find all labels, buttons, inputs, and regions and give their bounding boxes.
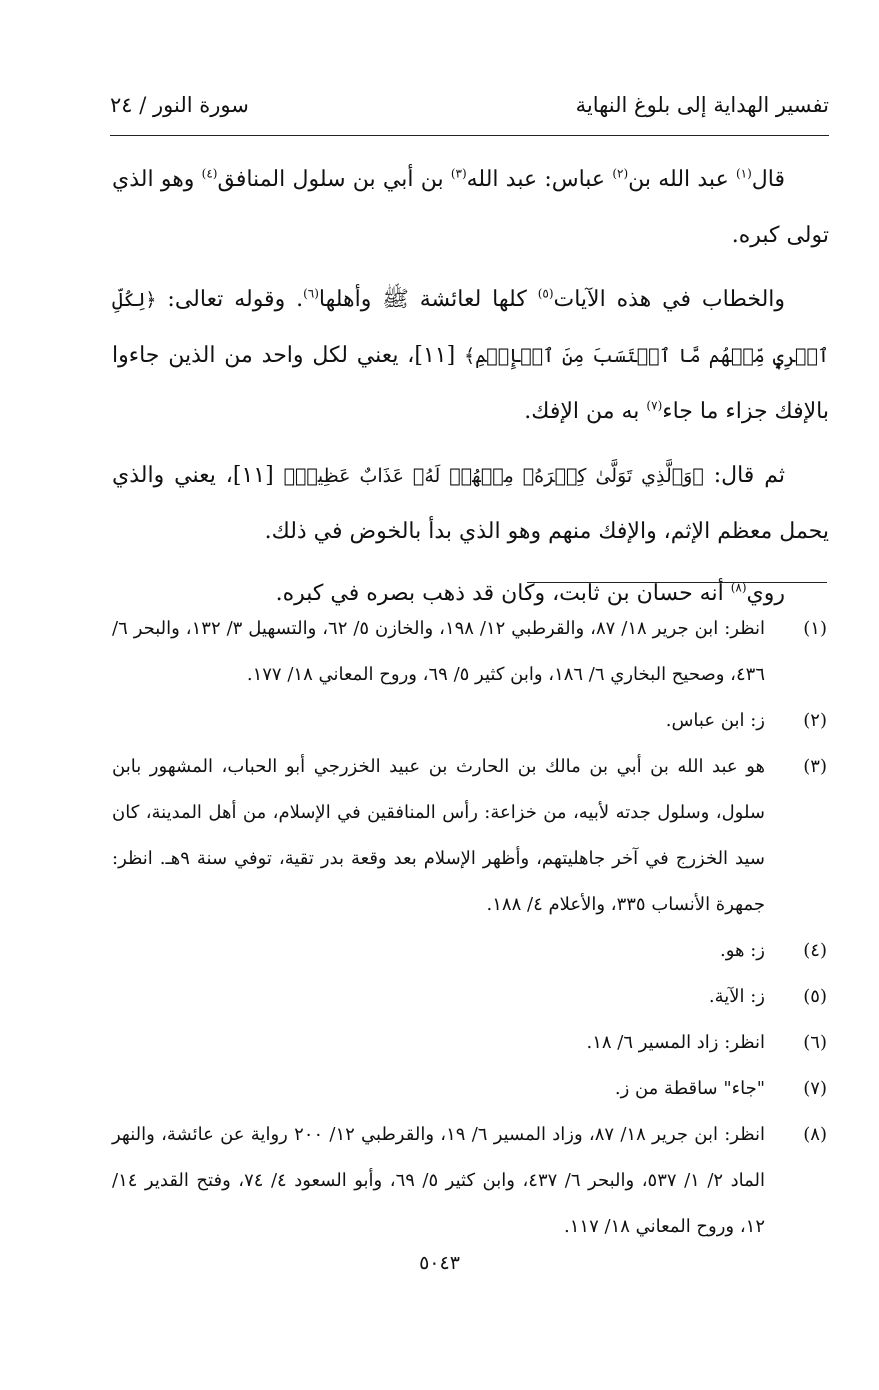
book-title: تفسير الهداية إلى بلوغ النهاية <box>575 93 829 117</box>
paragraph-2 <box>112 272 829 440</box>
footnote-number: (٢) <box>803 710 827 731</box>
footnote-text: هو عبد الله بن أبي بن مالك بن الحارث بن عبيد الخزرجي أبو الحباب، المشهور بابن سلول، وسلول جدته لأبيه، من خزاعة: رأس المنافقين في الإسلام، من أهل المدينة، كان سيد الخزرج في آخر جاهليتهم، وأظهر الإسلام بعد وقعة بدر تقية، توفي سنة ٩هـ. انظر: جمهرة الأنساب ٣٣٥، والأعلام ٤/ ١٨٨. <box>112 756 765 915</box>
footnote-marker[interactable]: (٥) <box>537 286 554 301</box>
footnote-number: (٤) <box>803 940 827 961</box>
footnote-number: (٣) <box>803 756 827 777</box>
footnote-number: (٥) <box>803 986 827 1007</box>
footnote <box>112 1066 827 1112</box>
footnote-marker[interactable]: (٢) <box>612 166 629 181</box>
header-divider <box>110 135 829 136</box>
footnote-marker[interactable]: (٧) <box>646 398 663 413</box>
footnote <box>112 744 827 928</box>
text-run: [١١]، يعني والذي يحمل معظم الإثم، والإفك منهم وهو الذي بدأ بالخوض في ذلك. <box>112 463 829 544</box>
text-run: والخطاب في هذه الآيات <box>553 287 786 312</box>
footnote-number: (٨) <box>803 1124 827 1145</box>
text-run: عبد الله بن <box>628 167 736 192</box>
footnote-text: ز: هو. <box>720 940 765 961</box>
paragraph-1 <box>112 152 829 264</box>
footnote-text: انظر: ابن جرير ١٨/ ٨٧، والقرطبي ١٢/ ١٩٨، والخازن ٥/ ٦٢، والتسهيل ٣/ ١٣٢، والبحر ٦/ ٤٣٦، وصحيح البخاري ٦/ ١٨٦، وابن كثير ٥/ ٦٩، وروح المعاني ١٨/ ١٧٧. <box>112 618 766 685</box>
text-run: روي <box>746 581 785 606</box>
footnote <box>112 606 827 698</box>
quran-verse: ﴿وَٱلَّذِي تَوَلَّىٰ كِبۡرَهُۥ مِنۡهُمۡ لَهُۥ عَذَابٌ عَظِيمٞ﴾ <box>283 465 704 487</box>
paragraph-3 <box>112 448 829 560</box>
footnotes-section <box>112 606 827 1250</box>
footnote-number: (٦) <box>803 1032 827 1053</box>
footnote <box>112 1020 827 1066</box>
text-run: . وقوله تعالى: <box>156 287 304 312</box>
text-run: [١١]، يعني لكل واحد من الذين جاءوا بالإفك جزاء ما جاء <box>112 343 829 424</box>
footnote-marker[interactable]: (٤) <box>201 166 218 181</box>
footnote <box>112 1112 827 1250</box>
footnote-number: (١) <box>803 618 827 639</box>
footnote-marker[interactable]: (٦) <box>303 286 319 301</box>
text-run: قال <box>751 167 785 192</box>
footnote-text: ز: الآية. <box>708 986 765 1007</box>
footnote-text: "جاء" ساقطة من ز. <box>614 1078 765 1099</box>
footnote-divider <box>527 582 827 583</box>
text-run: وهو الذي تولى كبره. <box>112 167 829 248</box>
main-text <box>112 152 829 628</box>
text-run: عباس: عبد الله <box>466 167 613 192</box>
running-header <box>110 88 829 122</box>
text-run: كلها لعائشة ﷺ وأهلها <box>318 287 538 312</box>
footnote-marker[interactable]: (٣) <box>450 166 467 181</box>
text-run: أنه حسان بن ثابت، وكان قد ذهب بصره في كبره. <box>275 581 731 606</box>
footnote-marker[interactable]: (٨) <box>730 580 747 595</box>
footnote-text: ز: ابن عباس. <box>665 710 765 731</box>
text-run: بن أبي بن سلول المنافق <box>217 167 451 192</box>
footnote <box>112 928 827 974</box>
text-run: به من الإفك. <box>524 399 647 424</box>
footnote-number: (٧) <box>803 1078 827 1099</box>
footnote <box>112 698 827 744</box>
footnote-text: انظر: ابن جرير ١٨/ ٨٧، وزاد المسير ٦/ ١٩، والقرطبي ١٢/ ٢٠٠ رواية عن عائشة، والنهر الماد ٢/ ١/ ٥٣٧، والبحر ٦/ ٤٣٧، وابن كثير ٥/ ٦٩، وأبو السعود ٤/ ٧٤، وفتح القدير ١٤/ ١٢، وروح المعاني ١٨/ ١١٧. <box>112 1124 765 1237</box>
footnote-text: انظر: زاد المسير ٦/ ١٨. <box>586 1032 765 1053</box>
footnote-marker[interactable]: (١) <box>735 166 752 181</box>
quran-verse: ﴿لِكُلِّ ٱمۡرِيٕٖ مِّنۡهُم مَّا ٱكۡتَسَبَ مِنَ ٱلۡإِثۡمِ﴾ <box>112 289 829 367</box>
surah-reference: سورة النور / ٢٤ <box>110 93 249 117</box>
footnote <box>112 974 827 1020</box>
text-run: ثم قال: <box>703 463 786 488</box>
page-number: ٥٠٤٣ <box>419 1252 460 1274</box>
